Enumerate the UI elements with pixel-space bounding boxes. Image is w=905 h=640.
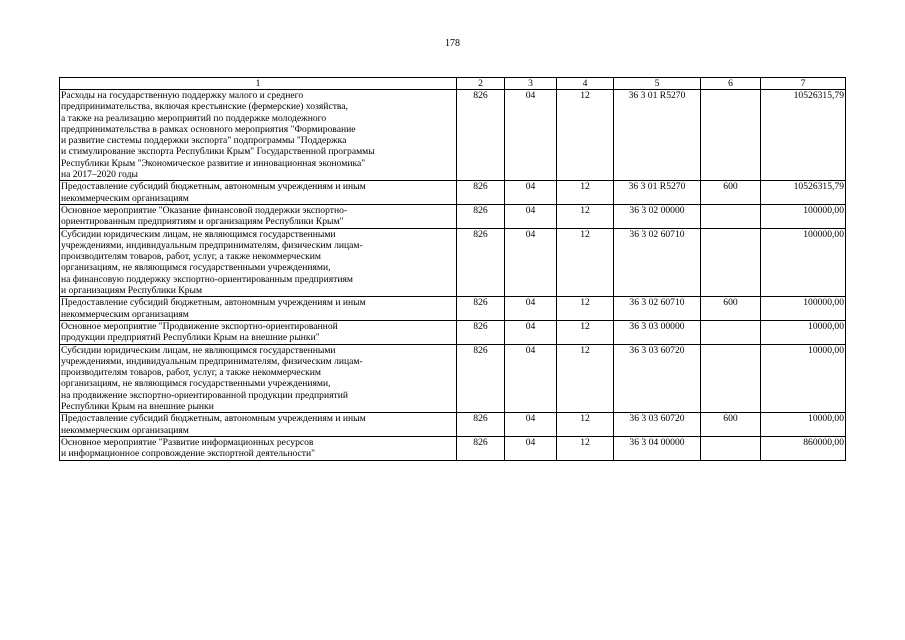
cell-amount: 100000,00 — [761, 228, 846, 297]
description-line: Субсидии юридическим лицам, не являющимся государственными — [61, 344, 336, 356]
row-description — [60, 297, 457, 321]
description-line: организациям, не являющимся государственными учреждениями, — [61, 262, 331, 274]
cell-expense-type — [701, 228, 761, 297]
cell-target-article: 36 3 02 00000 — [614, 204, 701, 228]
row-description — [60, 320, 457, 344]
table-row — [60, 344, 846, 413]
cell-subsection-code: 12 — [557, 90, 614, 181]
header-cell: 7 — [761, 78, 846, 90]
table-row — [60, 413, 846, 437]
cell-subsection-code: 12 — [557, 413, 614, 437]
cell-section-code: 04 — [505, 436, 557, 460]
description-line: и развитие системы поддержки экспорта" подпрограммы "Поддержка — [61, 135, 347, 147]
cell-amount: 860000,00 — [761, 436, 846, 460]
cell-ministry-code: 826 — [457, 228, 505, 297]
page-number: 178 — [445, 38, 460, 49]
cell-ministry-code: 826 — [457, 320, 505, 344]
header-cell: 2 — [457, 78, 505, 90]
cell-amount: 10000,00 — [761, 344, 846, 413]
description-line: ориентированным предприятиям и организациям Республики Крым" — [61, 216, 344, 228]
cell-expense-type — [701, 90, 761, 181]
table-row — [60, 297, 846, 321]
header-cell: 5 — [614, 78, 701, 90]
cell-target-article: 36 3 02 60710 — [614, 297, 701, 321]
row-description — [60, 90, 457, 181]
cell-ministry-code: 826 — [457, 90, 505, 181]
cell-section-code: 04 — [505, 204, 557, 228]
cell-amount: 10000,00 — [761, 320, 846, 344]
row-description — [60, 413, 457, 437]
description-line: учреждениями, индивидуальным предпринимателям, физическим лицам- — [61, 239, 363, 251]
cell-expense-type: 600 — [701, 297, 761, 321]
cell-target-article: 36 3 03 00000 — [614, 320, 701, 344]
cell-subsection-code: 12 — [557, 436, 614, 460]
cell-expense-type — [701, 436, 761, 460]
cell-ministry-code: 826 — [457, 181, 505, 205]
cell-section-code: 04 — [505, 320, 557, 344]
description-line: Основное мероприятие "Развитие информационных ресурсов — [61, 436, 314, 448]
table-body — [60, 90, 846, 461]
description-line: производителям товаров, работ, услуг, а также некоммерческим — [61, 367, 322, 379]
cell-subsection-code: 12 — [557, 228, 614, 297]
header-cell: 3 — [505, 78, 557, 90]
header-cell: 1 — [60, 78, 457, 90]
cell-section-code: 04 — [505, 181, 557, 205]
cell-section-code: 04 — [505, 344, 557, 413]
row-description — [60, 344, 457, 413]
description-line: Субсидии юридическим лицам, не являющимся государственными — [61, 228, 336, 240]
description-line: Расходы на государственную поддержку малого и среднего — [61, 90, 304, 101]
table-row — [60, 181, 846, 205]
cell-expense-type — [701, 204, 761, 228]
header-cell: 6 — [701, 78, 761, 90]
cell-subsection-code: 12 — [557, 204, 614, 228]
cell-target-article: 36 3 03 60720 — [614, 413, 701, 437]
table-row — [60, 90, 846, 181]
cell-expense-type: 600 — [701, 413, 761, 437]
cell-target-article: 36 3 01 R5270 — [614, 90, 701, 181]
budget-table — [59, 77, 846, 461]
cell-subsection-code: 12 — [557, 181, 614, 205]
description-line: и информационное сопровождение экспортной деятельности" — [61, 448, 316, 460]
description-line: Основное мероприятие "Продвижение экспортно-ориентированной — [61, 320, 338, 332]
cell-amount: 10000,00 — [761, 413, 846, 437]
cell-ministry-code: 826 — [457, 413, 505, 437]
row-description — [60, 228, 457, 297]
cell-ministry-code: 826 — [457, 204, 505, 228]
description-line: предпринимательства, включая крестьянские (фермерские) хозяйства, — [61, 101, 348, 113]
description-line: некоммерческим организациям — [61, 308, 189, 320]
cell-expense-type — [701, 320, 761, 344]
description-line: Республики Крым на внешние рынки — [61, 401, 214, 413]
cell-section-code: 04 — [505, 297, 557, 321]
row-description — [60, 181, 457, 205]
description-line: а также на реализацию мероприятий по поддержке молодежного — [61, 112, 327, 124]
description-line: на финансовую поддержку экспортно-ориентированным предприятиям — [61, 273, 353, 285]
row-description — [60, 436, 457, 460]
description-line: на 2017–2020 годы — [61, 169, 138, 181]
description-line: организациям, не являющимся государственными учреждениями, — [61, 378, 331, 390]
cell-section-code: 04 — [505, 413, 557, 437]
cell-subsection-code: 12 — [557, 344, 614, 413]
description-line: Предоставление субсидий бюджетным, автономным учреждениям и иным — [61, 181, 366, 193]
description-line: некоммерческим организациям — [61, 424, 189, 436]
description-line: на продвижение экспортно-ориентированной продукции предприятий — [61, 389, 348, 401]
table-row — [60, 228, 846, 297]
cell-section-code: 04 — [505, 228, 557, 297]
cell-subsection-code: 12 — [557, 297, 614, 321]
cell-amount: 10526315,79 — [761, 181, 846, 205]
header-cell: 4 — [557, 78, 614, 90]
table-row — [60, 436, 846, 460]
cell-amount: 100000,00 — [761, 297, 846, 321]
cell-target-article: 36 3 01 R5270 — [614, 181, 701, 205]
row-description — [60, 204, 457, 228]
cell-amount: 100000,00 — [761, 204, 846, 228]
cell-ministry-code: 826 — [457, 436, 505, 460]
header-row — [60, 78, 846, 90]
description-line: Предоставление субсидий бюджетным, автономным учреждениям и иным — [61, 297, 366, 309]
cell-target-article: 36 3 03 60720 — [614, 344, 701, 413]
description-line: учреждениями, индивидуальным предпринимателям, физическим лицам- — [61, 355, 363, 367]
description-line: и стимулирование экспорта Республики Крым" Государственной программы — [61, 146, 375, 158]
cell-ministry-code: 826 — [457, 344, 505, 413]
cell-target-article: 36 3 04 00000 — [614, 436, 701, 460]
description-line: Основное мероприятие "Оказание финансовой поддержки экспортно- — [61, 204, 348, 216]
description-line: предпринимательства в рамках основного мероприятия "Формирование — [61, 123, 356, 135]
cell-target-article: 36 3 02 60710 — [614, 228, 701, 297]
description-line: продукции предприятий Республики Крым на внешние рынки" — [61, 332, 320, 344]
description-line: Предоставление субсидий бюджетным, автономным учреждениям и иным — [61, 413, 366, 425]
cell-expense-type: 600 — [701, 181, 761, 205]
table-row — [60, 320, 846, 344]
description-line: Республики Крым "Экономическое развитие и инновационная экономика" — [61, 157, 366, 169]
cell-section-code: 04 — [505, 90, 557, 181]
cell-expense-type — [701, 344, 761, 413]
description-line: производителям товаров, работ, услуг, а также некоммерческим — [61, 251, 322, 263]
cell-ministry-code: 826 — [457, 297, 505, 321]
cell-amount: 10526315,79 — [761, 90, 846, 181]
description-line: и организациям Республики Крым — [61, 285, 203, 297]
description-line: некоммерческим организациям — [61, 192, 189, 204]
table-row — [60, 204, 846, 228]
cell-subsection-code: 12 — [557, 320, 614, 344]
